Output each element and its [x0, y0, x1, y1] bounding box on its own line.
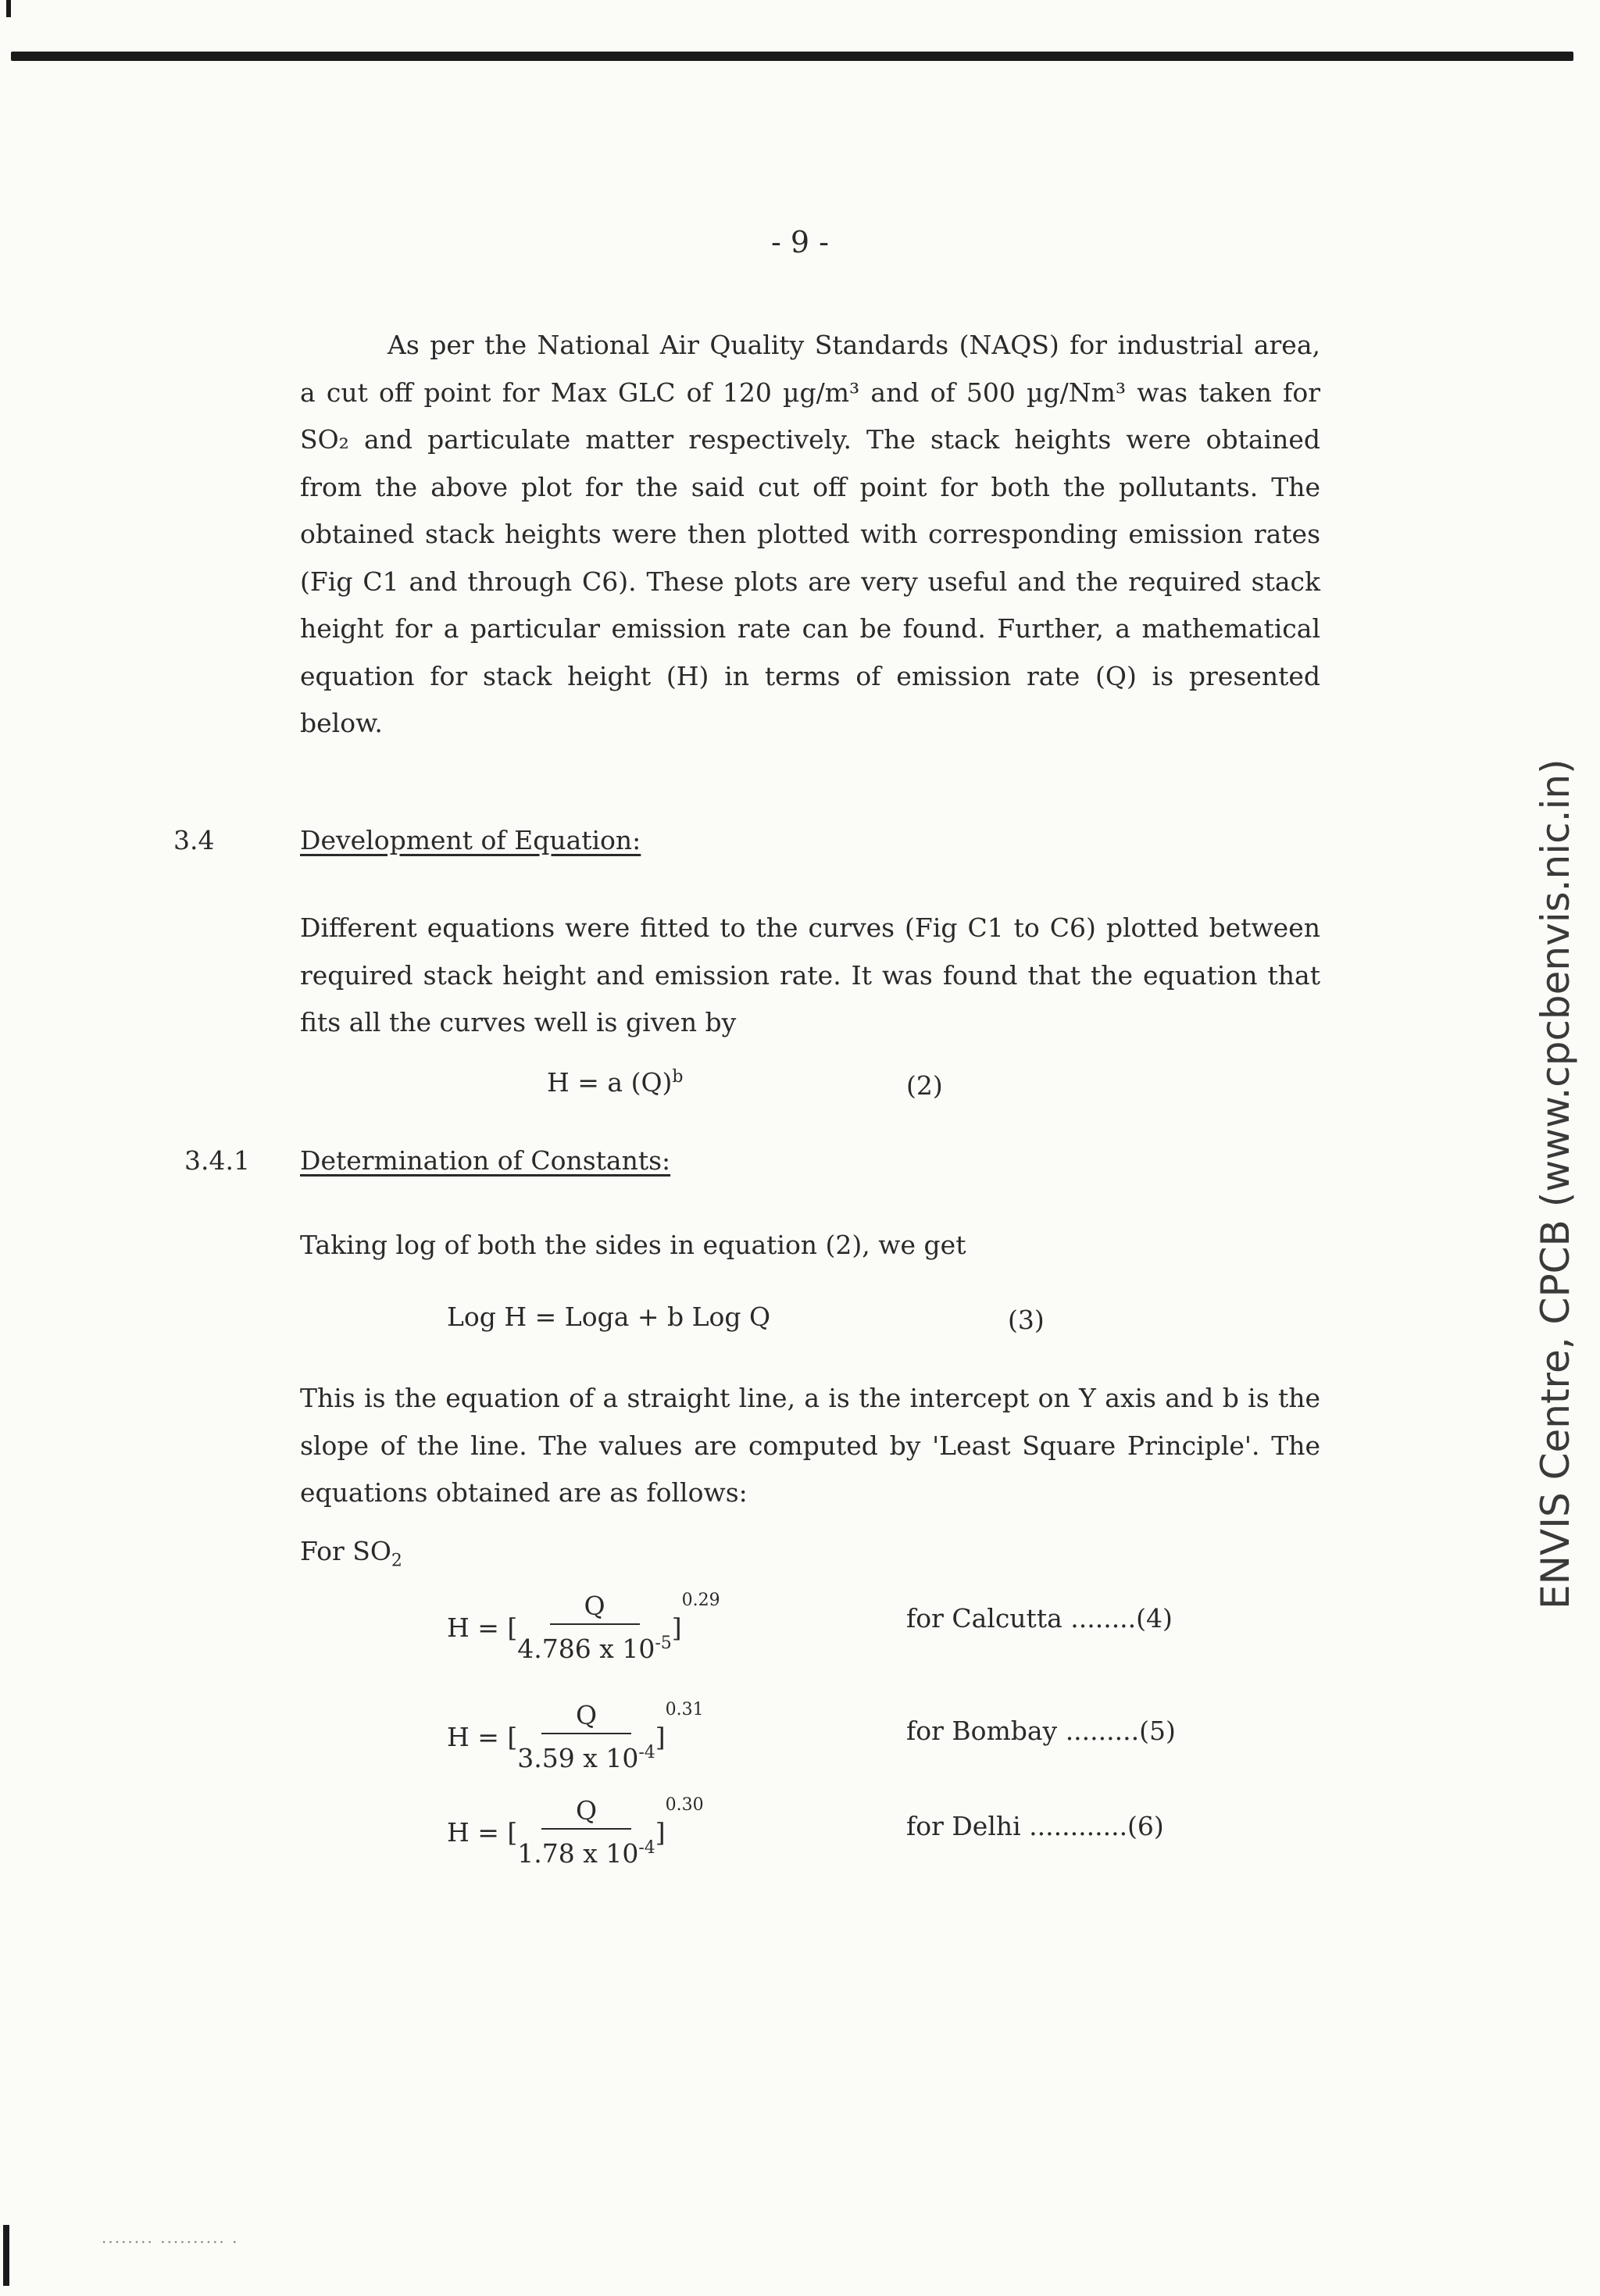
- equation-2: [547, 1067, 683, 1098]
- eq5-numerator: Q: [541, 1700, 631, 1734]
- scan-top-border: [11, 52, 1573, 61]
- eq4-lhs: H = [: [447, 1612, 518, 1643]
- eq6-den-base: 1.78 x 10: [517, 1838, 639, 1869]
- for-so2-text: For SO: [300, 1536, 391, 1566]
- least-square-paragraph: This is the equation of a straight line, a is the intercept on Y axis and b is the slope of the line. The values are computed by 'Least Square Principle'. The equations obtained are as follows:: [300, 1383, 1320, 1508]
- section-paragraph: Different equations were fitted to the curves (Fig C1 to C6) plotted between required stack height and emission rate. It was found that the equation that fits all the curves well is given by: [300, 912, 1320, 1037]
- eq4-close: ]: [671, 1612, 682, 1643]
- eq4-den-exp: -5: [655, 1634, 672, 1653]
- eq6-label: for Delhi ............(6): [906, 1811, 1164, 1841]
- eq5-den-base: 3.59 x 10: [517, 1743, 639, 1773]
- intro-paragraph: [300, 322, 1320, 748]
- eq5-denominator: [517, 1734, 655, 1774]
- for-so2-subscript: 2: [391, 1551, 402, 1571]
- eq6-numerator: Q: [541, 1795, 631, 1830]
- scan-edge-mark: [6, 0, 11, 17]
- eq6-den-exp: -4: [638, 1838, 655, 1858]
- page-number: - 9 -: [770, 225, 829, 259]
- eq4-denominator: [517, 1625, 672, 1665]
- eq6-power: 0.30: [665, 1795, 704, 1815]
- eq5-label: for Bombay .........(5): [906, 1716, 1176, 1746]
- eq5-lhs: H = [: [447, 1722, 518, 1752]
- equation-6: [447, 1795, 704, 1869]
- eq4-numerator: Q: [550, 1591, 640, 1625]
- eq4-label: for Calcutta ........(4): [906, 1603, 1173, 1634]
- eq5-den-exp: -4: [638, 1743, 655, 1762]
- equation-5: [447, 1700, 704, 1774]
- scan-bottom-mark: [3, 2225, 9, 2286]
- eq4-fraction: [517, 1591, 672, 1665]
- equation-2-number: (2): [906, 1070, 943, 1101]
- eq6-lhs: H = [: [447, 1817, 518, 1848]
- intro-text: As per the National Air Quality Standards (NAQS) for industrial area, a cut off point for Max GLC of 120 µg/m³ and of 500 µg/Nm³ was taken for SO₂ and particulate matter respectively. The stack heights were obtained from the above plot for the said cut off point for both the pollutants. The obtained stack heights were then plotted with corresponding emission rates (Fig C1 and through C6). These plots are very useful and the required stack height for a particular emission rate can be found. Further, a mathematical equation for stack height (H) in terms of emission rate (Q) is presented below.: [300, 330, 1320, 738]
- equation-2-lhs: H = a (Q): [547, 1067, 673, 1098]
- subsection-heading: Determination of Constants:: [300, 1145, 671, 1176]
- log-intro-text: Taking log of both the sides in equation (2), we get: [300, 1230, 966, 1260]
- equation-4: [447, 1591, 720, 1665]
- for-so2-label: [300, 1536, 402, 1571]
- subsection-number: 3.4.1: [184, 1145, 250, 1176]
- section-number: 3.4: [173, 825, 215, 855]
- equation-3: Log H = Loga + b Log Q: [447, 1302, 771, 1332]
- eq5-fraction: [517, 1700, 655, 1774]
- side-watermark: ENVIS Centre, CPCB (www.cpcbenvis.nic.in): [1533, 759, 1578, 1609]
- eq5-power: 0.31: [665, 1700, 704, 1719]
- eq6-close: ]: [655, 1817, 666, 1848]
- eq4-power: 0.29: [681, 1591, 720, 1610]
- equation-3-number: (3): [1008, 1305, 1045, 1335]
- eq6-denominator: [517, 1830, 655, 1869]
- footer-dots: ........ .......... .: [102, 2228, 239, 2247]
- equation-2-exp: b: [672, 1067, 684, 1087]
- eq6-fraction: [517, 1795, 655, 1869]
- eq5-close: ]: [655, 1722, 666, 1752]
- eq4-den-base: 4.786 x 10: [517, 1634, 655, 1664]
- section-heading: Development of Equation:: [300, 825, 641, 855]
